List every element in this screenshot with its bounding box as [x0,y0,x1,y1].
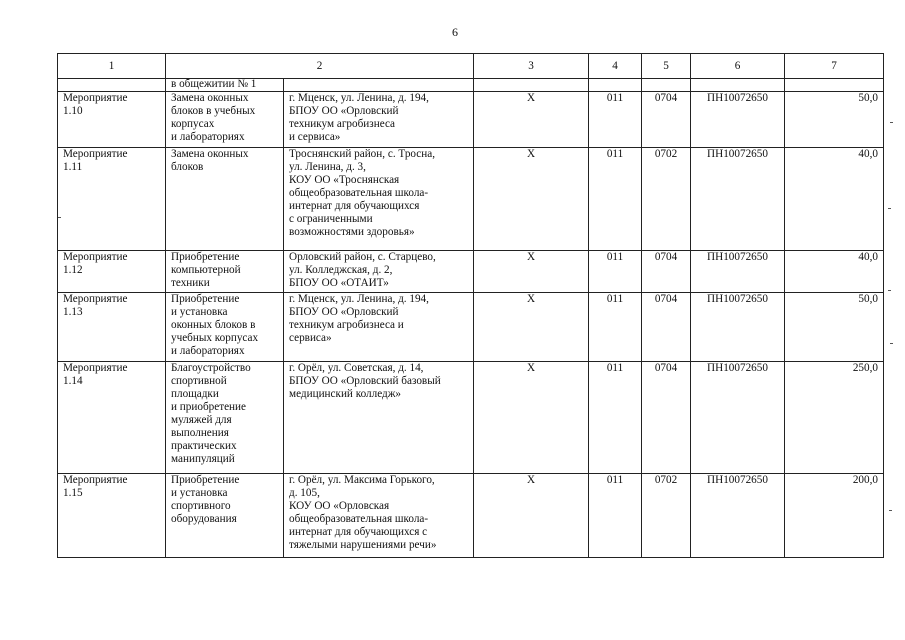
cell-amount: 40,0 [785,148,884,251]
cell [474,79,589,92]
cell-col4: 011 [589,148,642,251]
budget-table [57,53,884,558]
table-row [58,362,884,474]
cell-address: г. Орёл, ул. Советская, д. 14, БПОУ ОО «Орловский базовый медицинский колледж» [284,362,474,474]
cell-col5: 0704 [642,92,691,148]
cell-col3: Х [474,293,589,362]
scan-mark [58,217,61,218]
cell-col6: ПН10072650 [691,474,785,558]
cell-amount: 200,0 [785,474,884,558]
scan-mark [888,208,891,209]
cell-amount: 40,0 [785,251,884,293]
cell-event-id: Мероприятие 1.15 [58,474,166,558]
header-col-1: 1 [58,54,166,79]
cell-col6: ПН10072650 [691,92,785,148]
cell-col4: 011 [589,92,642,148]
cell-col3: Х [474,148,589,251]
cell-col3: Х [474,362,589,474]
cell-address: Орловский район, с. Старцево, ул. Колледжская, д. 2, БПОУ ОО «ОТАИТ» [284,251,474,293]
cell-activity: Замена оконных блоков в учебных корпусах и лабораториях [166,92,284,148]
cell-activity: Благоустройство спортивной площадки и приобретение муляжей для выполнения практических манипуляций [166,362,284,474]
cell-col6: ПН10072650 [691,362,785,474]
cell-col6: ПН10072650 [691,148,785,251]
cell-col6: ПН10072650 [691,293,785,362]
cell-col4: 011 [589,474,642,558]
header-col-3: 3 [474,54,589,79]
cell-address: г. Мценск, ул. Ленина, д. 194, БПОУ ОО «Орловский техникум агробизнеса и сервиса» [284,92,474,148]
cell-amount: 250,0 [785,362,884,474]
cell-amount: 50,0 [785,92,884,148]
cell-col3: Х [474,92,589,148]
cell [284,79,474,92]
header-row [58,54,884,79]
cell-address: г. Орёл, ул. Максима Горького, д. 105, КОУ ОО «Орловская общеобразовательная школа- интернат для обучающихся с тяжелыми нарушениями речи» [284,474,474,558]
cell-address: Троснянский район, с. Тросна, ул. Ленина, д. 3, КОУ ОО «Троснянская общеобразовательная школа- интернат для обучающихся с ограниченными возможностями здоровья» [284,148,474,251]
cell [58,79,166,92]
cell-event-id: Мероприятие 1.10 [58,92,166,148]
cell-col4: 011 [589,293,642,362]
cell-col5: 0704 [642,362,691,474]
header-col-5: 5 [642,54,691,79]
cell-col6: ПН10072650 [691,251,785,293]
cell-col4: 011 [589,251,642,293]
cell [589,79,642,92]
cell-event-id: Мероприятие 1.13 [58,293,166,362]
cell-activity: Приобретение и установка спортивного оборудования [166,474,284,558]
cell [642,79,691,92]
cell-activity: Замена оконных блоков [166,148,284,251]
cell-event-id: Мероприятие 1.12 [58,251,166,293]
header-col-4: 4 [589,54,642,79]
header-col-6: 6 [691,54,785,79]
header-col-2: 2 [166,54,474,79]
cell-col4: 011 [589,362,642,474]
table-row [58,251,884,293]
cell-col3: Х [474,474,589,558]
table-row [58,474,884,558]
cell-activity: в общежитии № 1 [166,79,284,92]
scan-mark [888,290,891,291]
table-row [58,148,884,251]
scan-mark [890,343,893,344]
scan-mark [890,122,893,123]
table-row [58,293,884,362]
cell-event-id: Мероприятие 1.11 [58,148,166,251]
cell-col5: 0704 [642,293,691,362]
continuation-row [58,79,884,92]
cell-col5: 0702 [642,148,691,251]
scan-mark [889,510,892,511]
cell-col5: 0702 [642,474,691,558]
page-number: 6 [452,25,458,39]
header-col-7: 7 [785,54,884,79]
cell [691,79,785,92]
cell-amount: 50,0 [785,293,884,362]
table-row [58,92,884,148]
cell [785,79,884,92]
cell-activity: Приобретение и установка оконных блоков в учебных корпусах и лабораториях [166,293,284,362]
cell-col3: Х [474,251,589,293]
cell-event-id: Мероприятие 1.14 [58,362,166,474]
cell-col5: 0704 [642,251,691,293]
cell-activity: Приобретение компьютерной техники [166,251,284,293]
cell-address: г. Мценск, ул. Ленина, д. 194, БПОУ ОО «Орловский техникум агробизнеса и сервиса» [284,293,474,362]
